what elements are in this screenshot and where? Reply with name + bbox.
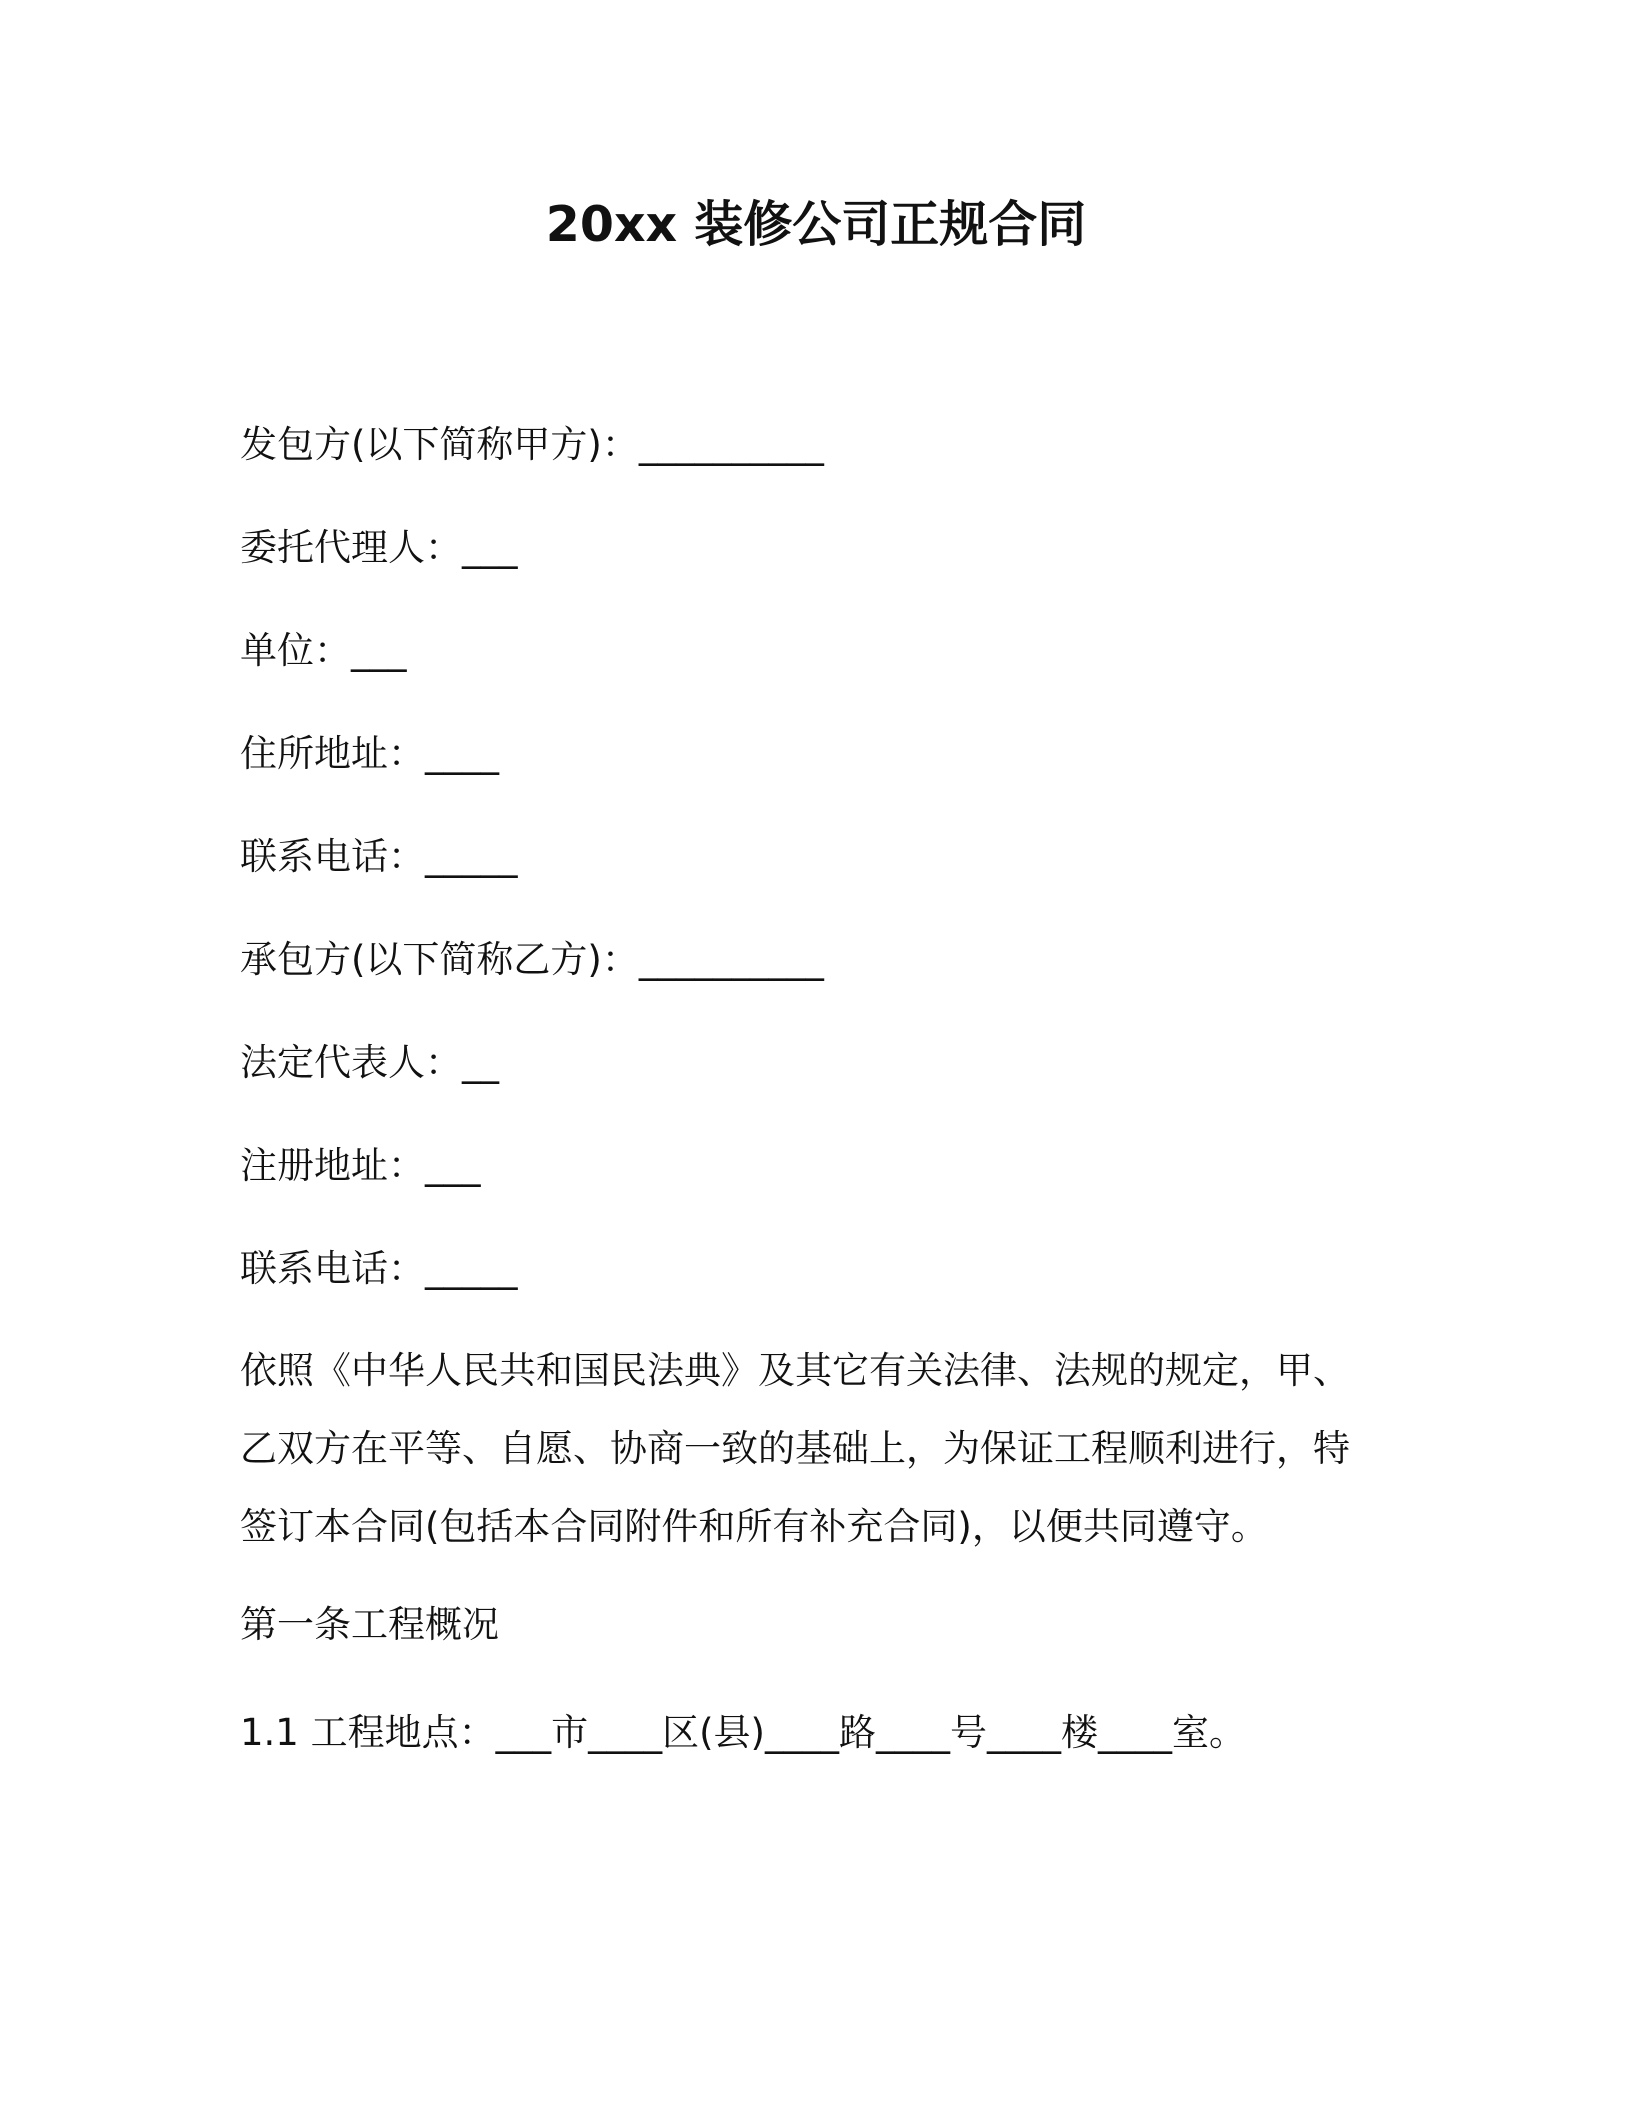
preamble-line: 依照《中华人民共和国民法典》及其它有关法律、法规的规定，甲、 (240, 1349, 1350, 1392)
agent-field: 委托代理人：___ (240, 526, 518, 569)
section-heading: 第一条工程概况 (240, 1603, 499, 1646)
preamble-line: 乙双方在平等、自愿、协商一致的基础上，为保证工程顺利进行，特 (240, 1427, 1350, 1470)
unit-field: 单位：___ (240, 629, 407, 672)
phone-field-b: 联系电话：_____ (240, 1247, 518, 1290)
address-field: 住所地址：____ (240, 732, 499, 775)
party-b-field: 承包方(以下简称乙方)：__________ (240, 938, 824, 981)
preamble-line: 签订本合同(包括本合同附件和所有补充合同)，以便共同遵守。 (240, 1505, 1268, 1548)
clause-1-1: 1.1 工程地点：___市____区(县)____路____号____楼____室。 (240, 1711, 1246, 1754)
party-a-field: 发包方(以下简称甲方)：__________ (240, 423, 824, 466)
document-title: 20xx 装修公司正规合同 (545, 196, 1087, 253)
registered-address-field: 注册地址：___ (240, 1144, 481, 1187)
legal-rep-field: 法定代表人：__ (240, 1041, 499, 1084)
preamble-paragraph (240, 1332, 1370, 1566)
phone-field-a: 联系电话：_____ (240, 835, 518, 878)
